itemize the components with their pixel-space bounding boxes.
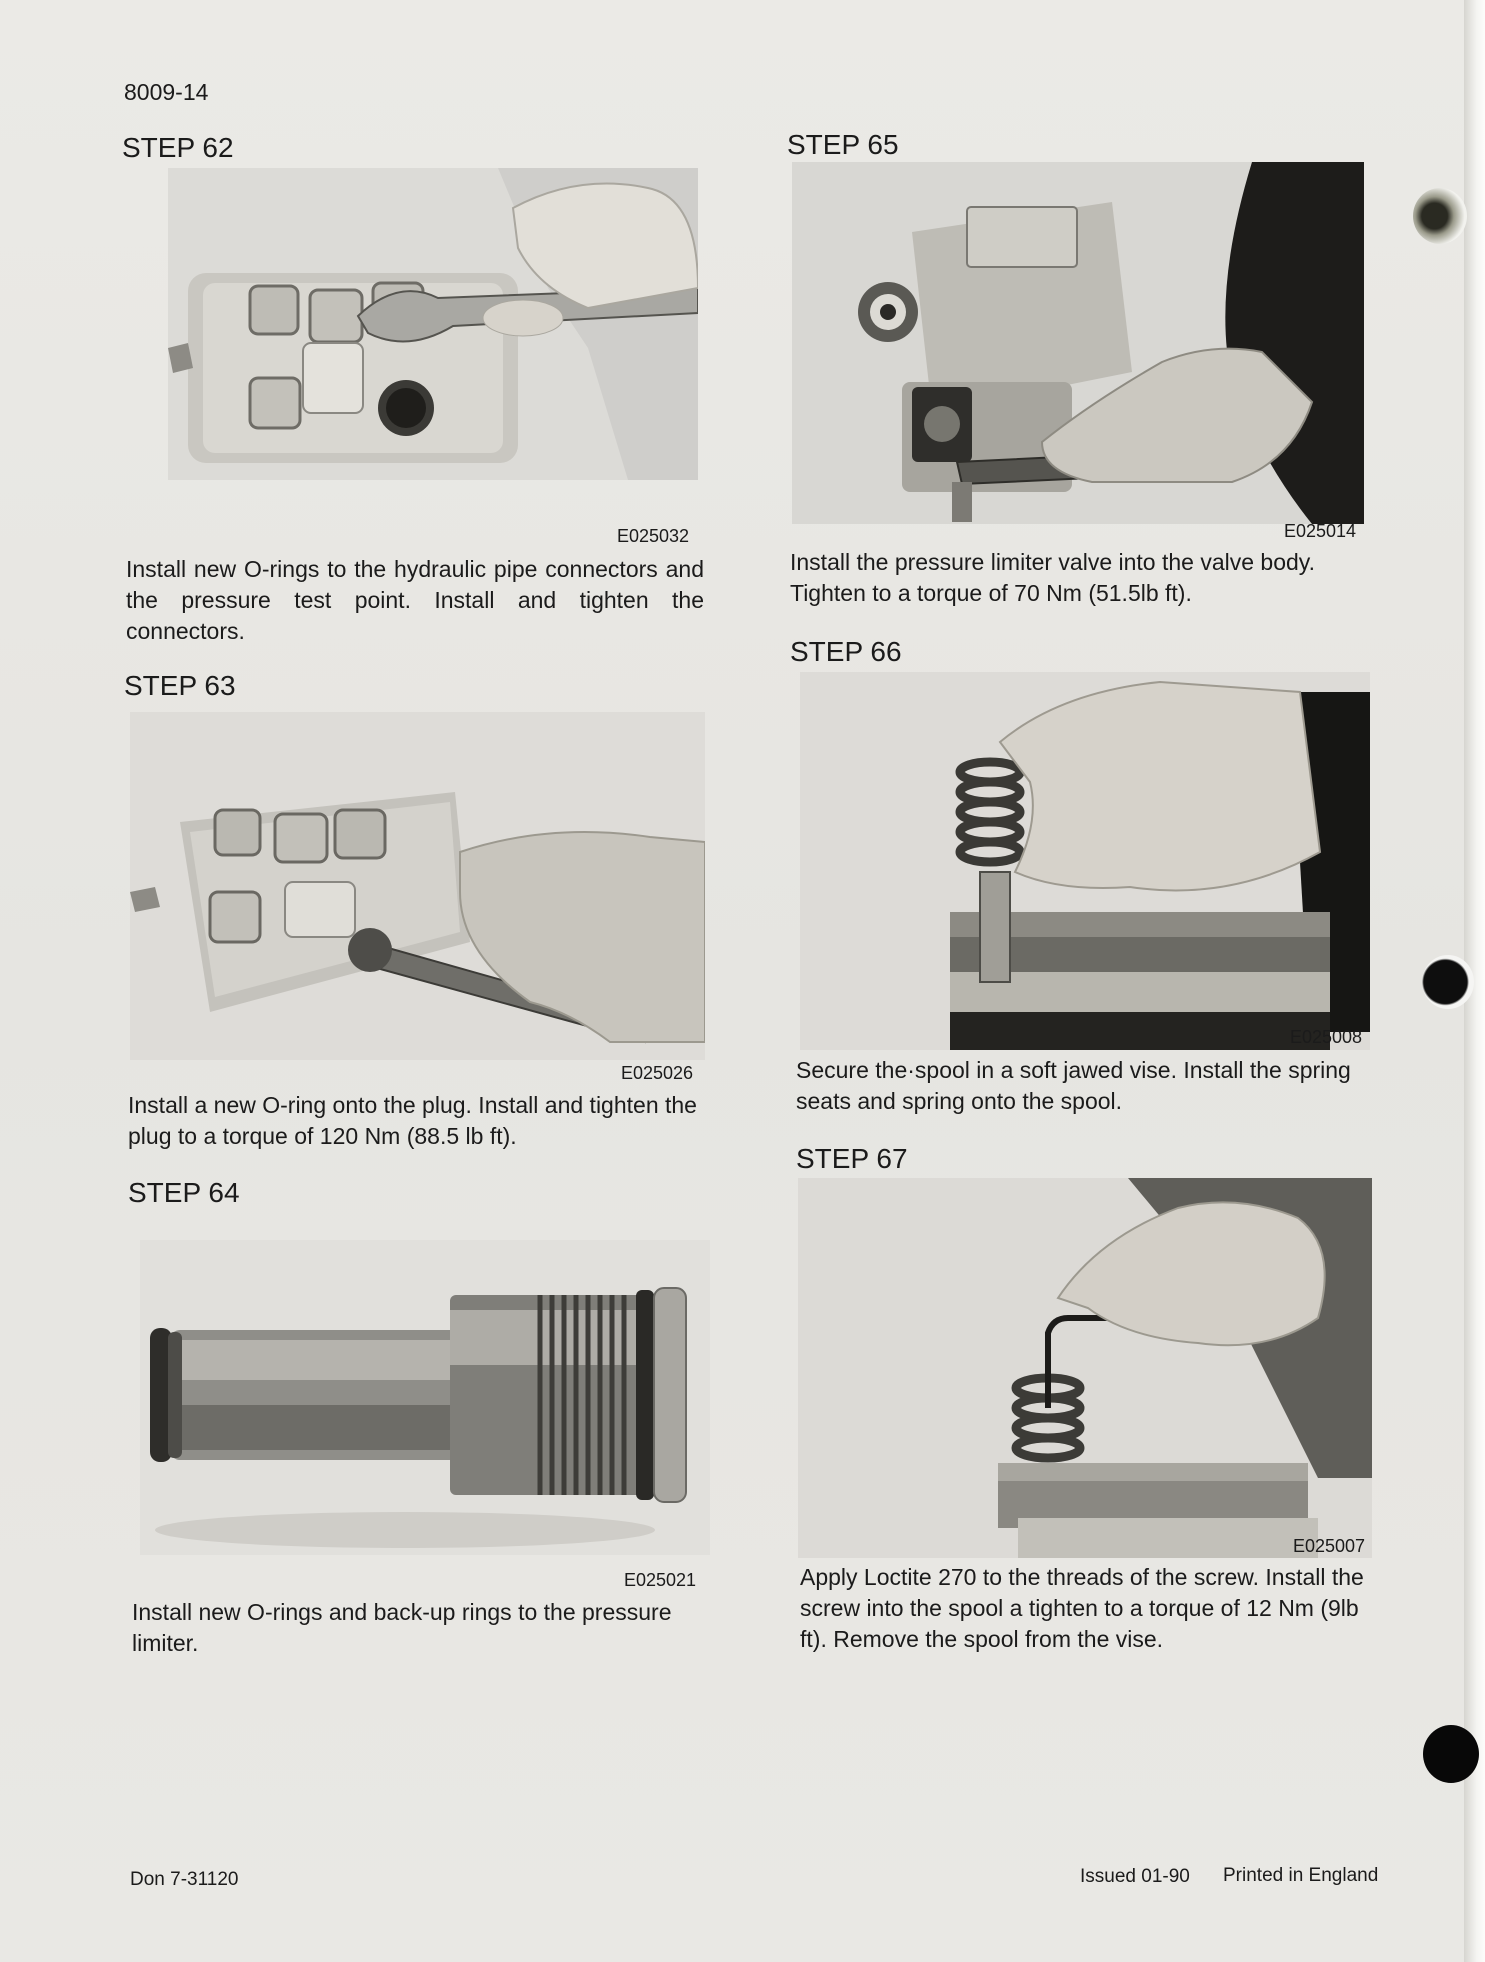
step-62-title: STEP 62 — [122, 132, 234, 163]
step-63-title: STEP 63 — [124, 670, 236, 701]
footer-printed-location: Printed in England — [1223, 1865, 1379, 1886]
step-65-photo — [792, 162, 1364, 524]
step-62-figure-code: E025032 — [617, 526, 690, 546]
step-64-caption: Install new O-rings and back-up rings to the pressure limiter. — [132, 1599, 672, 1656]
step-66-figure-code: E025008 — [1290, 1027, 1363, 1047]
step-67-caption: Apply Loctite 270 to the threads of the screw. Install the screw into the spool a tighten to a torque of 12 Nm (9lb ft). Remove the spool from the vise. — [800, 1564, 1364, 1652]
step-66-title: STEP 66 — [790, 636, 902, 667]
step-67-figure-code: E025007 — [1293, 1536, 1366, 1556]
step-62-photo — [168, 168, 698, 480]
step-67-title: STEP 67 — [796, 1143, 908, 1174]
footer-issued-date: Issued 01-90 — [1080, 1866, 1190, 1887]
step-65-figure-code: E025014 — [1284, 521, 1357, 541]
step-64-figure-code: E025021 — [624, 1570, 697, 1590]
step-65-caption: Install the pressure limiter valve into the valve body. Tighten to a torque of 70 Nm (51.5lb ft). — [790, 549, 1315, 606]
step-65-title: STEP 65 — [787, 129, 899, 160]
step-63-figure-code: E025026 — [621, 1063, 694, 1083]
step-66-caption: Secure the·spool in a soft jawed vise. Install the spring seats and spring onto the spool. — [796, 1057, 1351, 1114]
step-63-photo — [130, 712, 705, 1060]
step-64-title: STEP 64 — [128, 1177, 240, 1208]
footer-document-number: Don 7-31120 — [130, 1869, 239, 1890]
step-67-photo — [798, 1178, 1372, 1558]
step-64-photo — [140, 1240, 710, 1555]
binder-hole-top — [1413, 188, 1467, 244]
step-66-photo — [800, 672, 1370, 1050]
step-63-caption: Install a new O-ring onto the plug. Install and tighten the plug to a torque of 120 Nm (88.5 lb ft). — [128, 1092, 697, 1149]
binder-hole-bottom — [1423, 1725, 1479, 1783]
binder-hole-middle — [1422, 955, 1474, 1009]
page-number: 8009-14 — [124, 79, 209, 105]
step-62-caption: Install new O-rings to the hydraulic pipe connectors and the pressure test point. Install and tighten the connectors. — [126, 556, 704, 644]
